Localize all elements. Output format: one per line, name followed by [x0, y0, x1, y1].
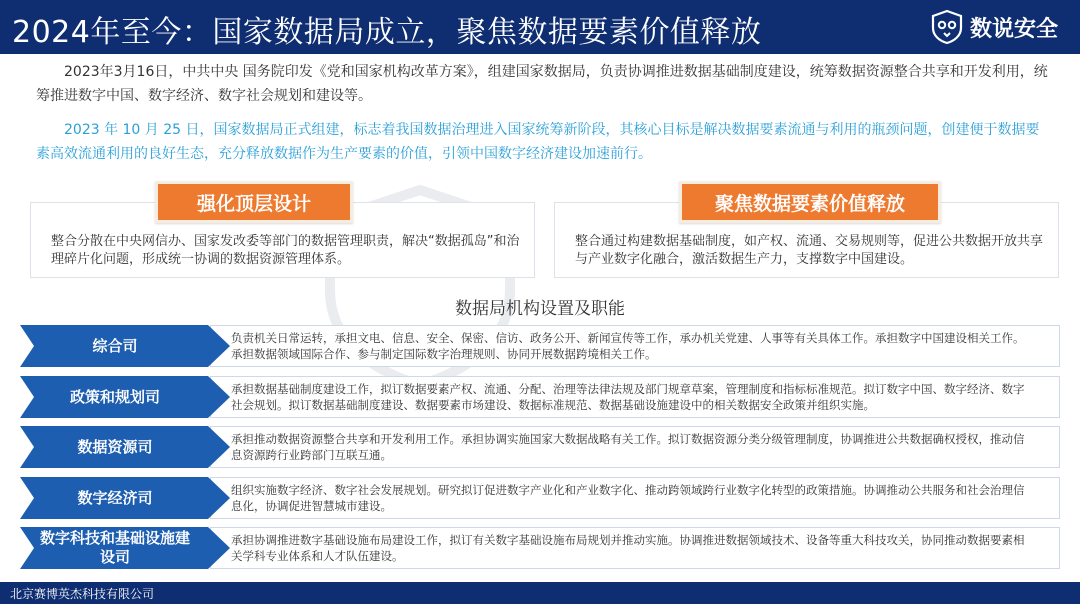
footer-bar — [0, 582, 1080, 604]
brand-logo — [930, 8, 1058, 46]
department-desc-box — [210, 376, 1060, 418]
header-bar — [0, 0, 1080, 54]
department-row-digital-economy — [20, 477, 1060, 519]
department-arrow — [20, 477, 232, 519]
department-row-policy — [20, 376, 1060, 418]
department-name: 数字科技和基础设施建设司 — [40, 529, 191, 566]
card-text: 整合通过构建数据基础制度，如产权、流通、交易规则等，促进公共数据开放共享与产业数字化融合，激活数据生产力，支撑数字中国建设。 — [575, 234, 1044, 267]
department-description: 承担数据基础制度建设工作，拟订数据要素产权、流通、分配、治理等法律法规及部门规章草案，管理制度和指标标准规范。拟订数字中国、数字经济、数字社会规划。拟订数据基础制度建设、数据要素市场建设、数据标准规范、数据基础设施建设中的相关数据安全政策并组织实施。 — [231, 382, 1025, 412]
department-row-data-resources — [20, 426, 1060, 468]
brand-name: 数说安全 — [969, 16, 1058, 42]
department-name: 数字经济司 — [77, 488, 153, 507]
department-name: 政策和规划司 — [69, 387, 160, 406]
department-name: 数据资源司 — [77, 437, 153, 456]
department-row-tech-infrastructure — [20, 527, 1060, 569]
footer-company: 北京赛博英杰科技有限公司 — [10, 587, 155, 601]
intro-paragraph-1: 2023年3月16日，中共中央 国务院印发《党和国家机构改革方案》，组建国家数据局，负责协调推进数据基础制度建设，统筹数据资源整合共享和开发利用，统筹推进数字中国、数字经济、数字社会规划和建设等。 — [36, 64, 1048, 104]
card-title-data-value-release: 聚焦数据要素价值释放 — [679, 181, 941, 223]
page-title: 2024年至今：国家数据局成立，聚焦数据要素价值释放 — [12, 15, 762, 50]
card-text: 整合分散在中央网信办、国家发改委等部门的数据管理职责，解决“数据孤岛”和治理碎片化问题，形成统一协调的数据资源管理体系。 — [51, 234, 520, 267]
card-title-top-level-design: 强化顶层设计 — [155, 181, 353, 223]
department-arrow — [20, 426, 232, 468]
department-description: 组织实施数字经济、数字社会发展规划。研究拟订促进数字产业化和产业数字化、推动跨领域跨行业数字化转型的政策措施。协调推动公共服务和社会治理信息化，协调促进智慧城市建设。 — [231, 483, 1025, 513]
department-description: 承担推动数据资源整合共享和开发利用工作。承担协调实施国家大数据战略有关工作。拟订数据资源分类分级管理制度，协调推进公共数据确权授权，推动信息资源跨行业跨部门互联互通。 — [231, 432, 1025, 462]
section-title: 数据局机构设置及职能 — [455, 299, 625, 319]
department-arrow — [20, 376, 232, 418]
department-name: 综合司 — [92, 336, 138, 355]
department-row-general — [20, 325, 1060, 367]
department-desc-box — [210, 426, 1060, 468]
department-desc-box — [210, 325, 1060, 367]
department-desc-box — [210, 527, 1060, 569]
intro-paragraph-2: 2023 年 10 月 25 日，国家数据局正式组建，标志着我国数据治理进入国家统筹新阶段，其核心目标是解决数据要素流通与利用的瓶颈问题，创建便于数据要素高效流通利用的良好生态，充分释放数据作为生产要素的价值，引领中国数字经济建设加速前行。 — [36, 122, 1040, 162]
owl-shield-icon — [930, 9, 964, 45]
department-description: 承担协调推进数字基础设施布局建设工作，拟订有关数字基础设施布局规划并推动实施。协调推进数据领域技术、设备等重大科技攻关，协同推动数据要素相关学科专业体系和人才队伍建设。 — [231, 533, 1025, 563]
department-description: 负责机关日常运转，承担文电、信息、安全、保密、信访、政务公开、新闻宣传等工作，承办机关党建、人事等有关具体工作。承担数字中国建设相关工作。承担数据领域国际合作、参与制定国际数字治理规则、协同开展数据跨境相关工作。 — [231, 331, 1025, 361]
department-arrow — [20, 527, 232, 569]
department-arrow — [20, 325, 232, 367]
department-desc-box — [210, 477, 1060, 519]
